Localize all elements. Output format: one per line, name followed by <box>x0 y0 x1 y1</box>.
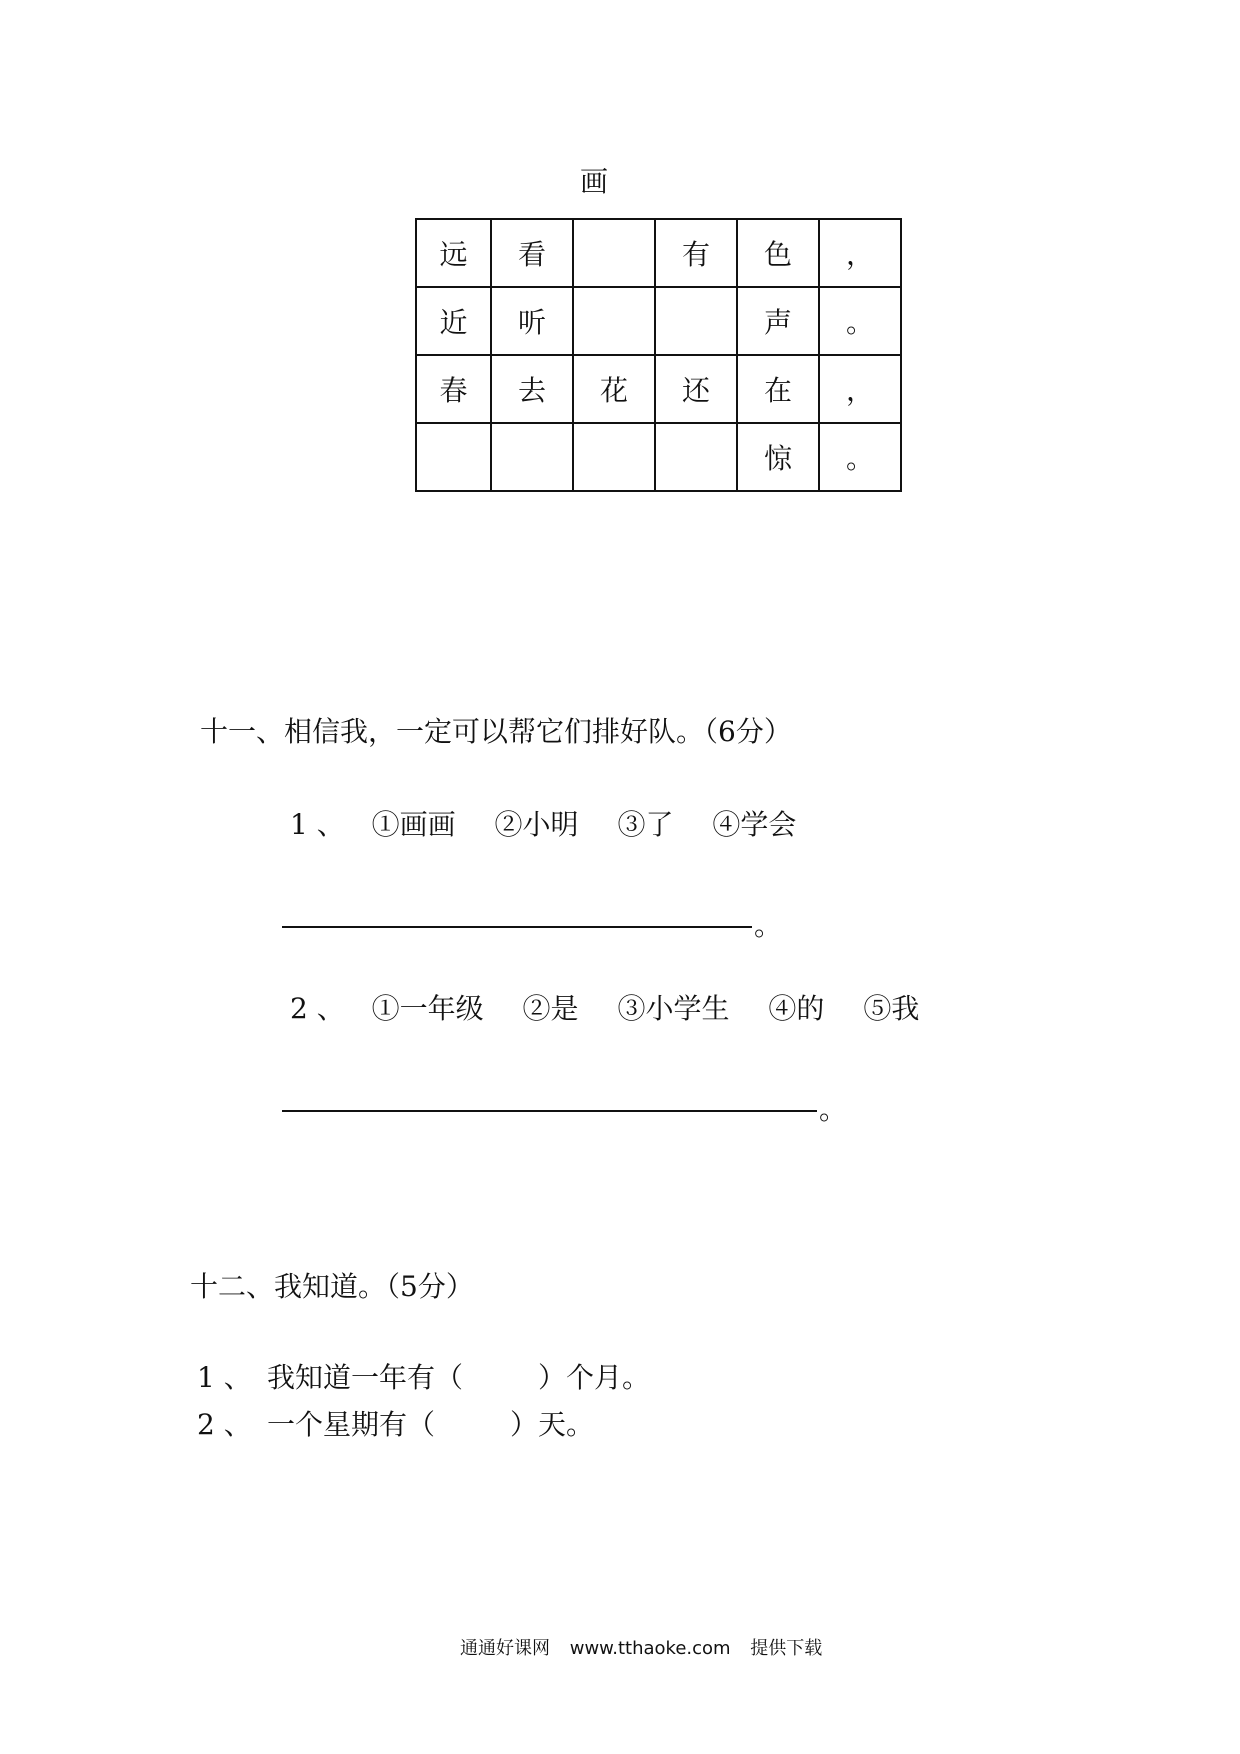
grid-cell: 有 <box>655 219 737 287</box>
grid-cell <box>416 423 491 491</box>
item-text-after: ）天。 <box>510 1408 595 1441</box>
poem-grid <box>415 218 902 492</box>
footer-note: 提供下载 <box>750 1638 823 1659</box>
grid-cell: 春 <box>416 355 491 423</box>
word-token: ①一年级 <box>371 992 484 1025</box>
word-token: ③了 <box>617 808 674 841</box>
grid-cell: 惊 <box>737 423 819 491</box>
section11-item-2 <box>290 987 949 1027</box>
section12-item-1 <box>197 1356 650 1396</box>
section11-heading: 十一、相信我，一定可以帮它们排好队。（6分） <box>200 715 792 748</box>
word-token: ①画画 <box>371 808 456 841</box>
grid-row <box>416 287 901 355</box>
section11-item-1 <box>290 803 826 843</box>
grid-cell: 远 <box>416 219 491 287</box>
grid-cell: 去 <box>491 355 573 423</box>
grid-row <box>416 219 901 287</box>
item-number: 2 、 <box>197 1408 252 1441</box>
word-token: ⑤我 <box>863 992 920 1025</box>
grid-cell: 。 <box>819 423 901 491</box>
grid-cell <box>655 423 737 491</box>
word-token: ②小明 <box>494 808 579 841</box>
grid-cell: 看 <box>491 219 573 287</box>
item-number: 2 、 <box>290 992 345 1025</box>
answer-line[interactable] <box>282 926 752 928</box>
grid-cell: 在 <box>737 355 819 423</box>
grid-cell <box>655 287 737 355</box>
grid-cell: 近 <box>416 287 491 355</box>
grid-cell <box>573 287 655 355</box>
grid-cell <box>573 423 655 491</box>
word-token: ③小学生 <box>617 992 730 1025</box>
grid-cell <box>573 219 655 287</box>
footer-site-name: 通通好课网 <box>460 1638 550 1659</box>
word-token: ④的 <box>768 992 825 1025</box>
item-text-before: 一个星期有（ <box>267 1408 436 1441</box>
footer <box>460 1634 836 1660</box>
word-token: ②是 <box>522 992 579 1025</box>
poem-title: 画 <box>580 165 609 198</box>
grid-cell: 色 <box>737 219 819 287</box>
grid-cell: 声 <box>737 287 819 355</box>
grid-cell: 。 <box>819 287 901 355</box>
grid-cell: ， <box>819 355 901 423</box>
grid-cell <box>491 423 573 491</box>
grid-row <box>416 355 901 423</box>
word-token: ④学会 <box>712 808 797 841</box>
answer-line[interactable] <box>282 1110 817 1112</box>
section12-item-2 <box>197 1403 594 1443</box>
grid-cell: ， <box>819 219 901 287</box>
grid-cell: 还 <box>655 355 737 423</box>
item-text-before: 我知道一年有（ <box>267 1361 464 1394</box>
footer-url[interactable]: www.tthaoke.com <box>569 1638 731 1659</box>
item-number: 1 、 <box>290 808 345 841</box>
item-text-after: ）个月。 <box>538 1361 651 1394</box>
section12-heading: 十二、我知道。（5分） <box>190 1270 474 1303</box>
end-mark: 。 <box>819 1093 848 1126</box>
grid-cell: 听 <box>491 287 573 355</box>
end-mark: 。 <box>754 909 783 942</box>
grid-row <box>416 423 901 491</box>
grid-cell: 花 <box>573 355 655 423</box>
item-number: 1 、 <box>197 1361 252 1394</box>
